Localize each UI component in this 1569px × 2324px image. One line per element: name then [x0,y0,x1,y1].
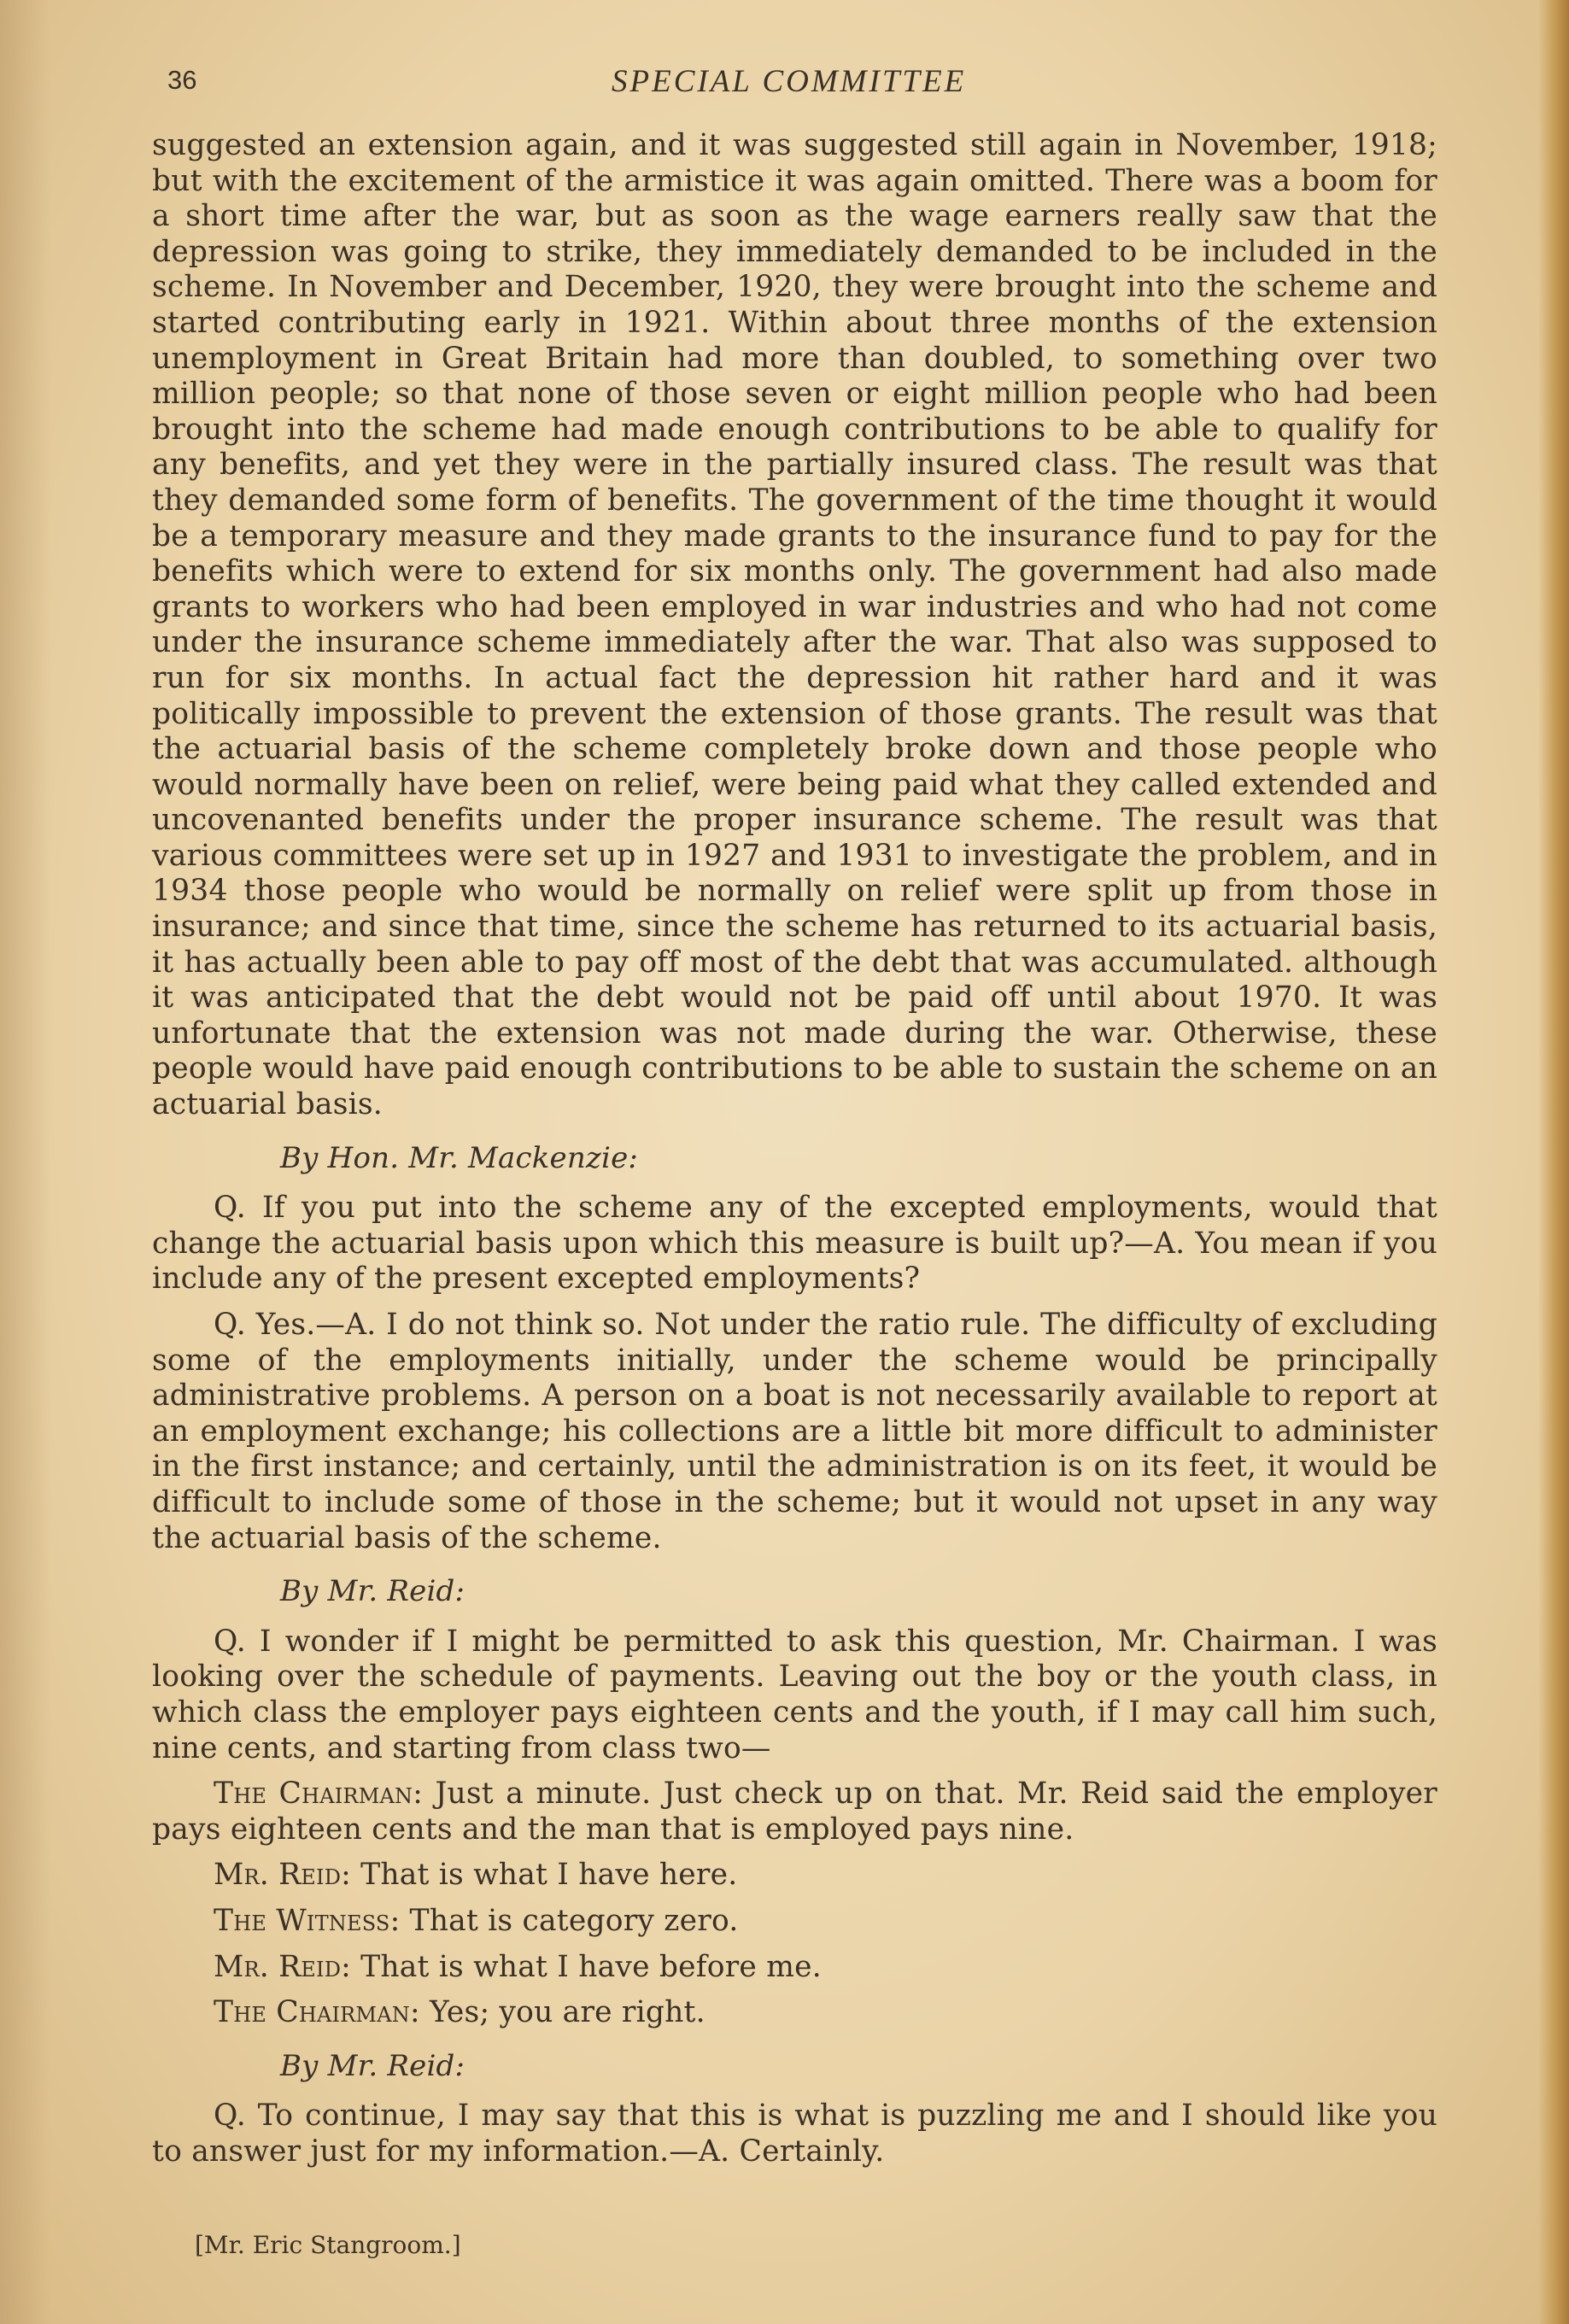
speaker-name: The Chairman [214,1995,410,2030]
exchange-line [152,1777,1437,1847]
running-head: SPECIAL COMMITTEE [612,64,967,99]
exchange-line [152,1995,1437,2031]
question-answer: Q. If you put into the scheme any of the excepted employments, would that change the actuarial basis upon which this measure is built up?—A. You mean if you include any of the present excepted employments? [152,1191,1437,1297]
question-answer: Q. To continue, I may say that this is what is puzzling me and I should like you to answer just for my information.—A. Certainly. [152,2099,1437,2169]
speaker-text: : That is what I have before me. [341,1949,822,1984]
exchange-line [152,1950,1437,1986]
speaker-text: : Just a minute. Just check up on that. Mr. Reid said the employer pays eighteen cents and the man that is employed pays nine. [152,1777,1437,1847]
speaker-text: : Yes; you are right. [409,1995,705,2030]
question-answer: Q. Yes.—A. I do not think so. Not under the ratio rule. The difficulty of excluding some of the employments initially, under the scheme would be principally administrative problems. A person on a boat is not necessarily available to report at an employment exchange; his collections are a little bit more difficult to administer in the first instance; and certainly, until the administration is on its feet, it would be difficult to include some of those in the scheme; but it would not upset in any way the actuarial basis of the scheme. [152,1308,1437,1555]
speaker-text: : That is what I have here. [341,1858,738,1893]
page-header [167,61,1449,104]
body-text [152,128,1437,2169]
page-edge-left [0,0,51,2324]
speaker-name: The Witness [214,1903,390,1938]
question-answer: Q. I wonder if I might be permitted to ask this question, Mr. Chairman. I was looking over the schedule of payments. Leaving out the boy or the youth class, in which class the employer pays eighteen cents and the youth, if I may call him such, nine cents, and starting from class two— [152,1624,1437,1765]
speaker-name: Mr. Reid [214,1949,342,1984]
section-heading: By Hon. Mr. Mackenzie: [280,1140,639,1175]
section-heading: By Mr. Reid: [280,2048,465,2083]
paragraph: suggested an extension again, and it was suggested still again in November, 1918; but with the excitement of the armistice it was again omitted. There was a boom for a short time after the war, but as soon as the wage earners really saw that the depression was going to strike, they immediately demanded to be included in the scheme. In November and December, 1920, they were brought into the scheme and started contributing early in 1921. Within about three months of the extension unemployment in Great Britain had more than doubled, to something over two million people; so that none of those seven or eight million people who had been brought into the scheme had made enough contributions to be able to qualify for any benefits, and yet they were in the partially insured class. The result was that they demanded some form of benefits. The government of the time thought it would be a temporary measure and they made grants to the insurance fund to pay for the benefits which were to extend for six months only. The government had also made grants to workers who had been employed in war industries and who had not come under the insurance scheme immediately after the war. That also was supposed to run for six months. In actual fact the depression hit rather hard and it was politically impossible to prevent the extension of those grants. The result was that the actuarial basis of the scheme completely broke down and those people who would normally have been on relief, were being paid what they called extended and uncovenanted benefits under the proper insurance scheme. The result was that various committees were set up in 1927 and 1931 to investigate the problem, and in 1934 those people who would be normally on relief were split up from those in insurance; and since that time, since the scheme has returned to its actuarial basis, it has actually been able to pay off most of the debt that was accumulated. although it was anticipated that the debt would not be paid off until about 1970. It was unfortunate that the extension was not made during the war. Otherwise, these people would have paid enough contributions to be able to sustain the scheme on an actuarial basis. [152,128,1437,1122]
exchange-line [152,1904,1437,1940]
section-heading: By Mr. Reid: [280,1574,465,1609]
page-edge-right [1538,0,1569,2324]
witness-attribution: [Mr. Eric Stangroom.] [195,2231,461,2259]
speaker-name: The Chairman [214,1777,413,1812]
exchange-line [152,1858,1437,1894]
speaker-text: : That is category zero. [389,1903,739,1938]
speaker-name: Mr. Reid [214,1858,342,1893]
page-number: 36 [167,65,197,95]
